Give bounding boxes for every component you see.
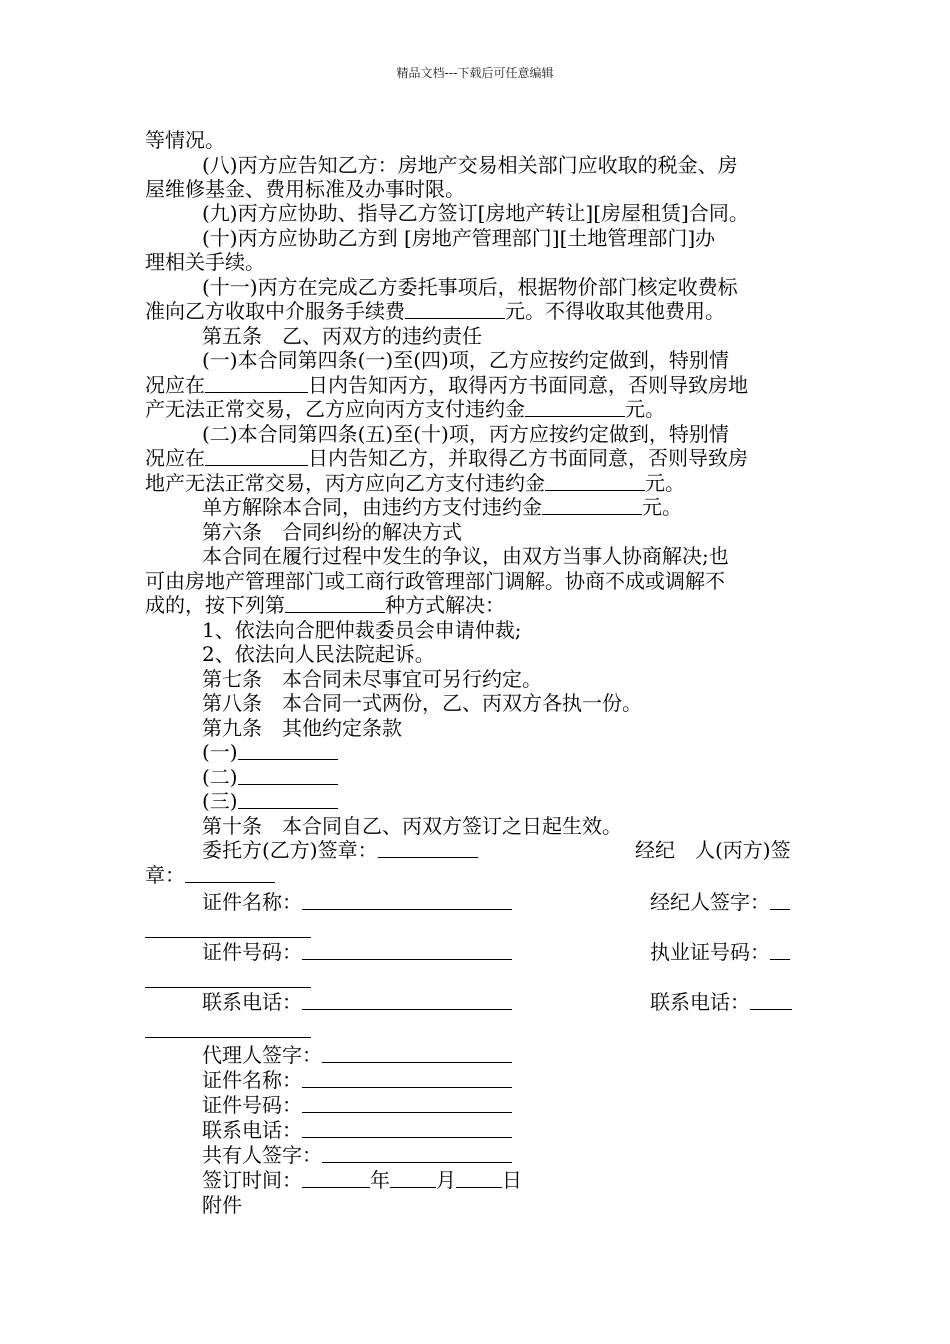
- proxy-signature-blank[interactable]: [322, 1044, 512, 1063]
- other-term-3: [202, 789, 338, 814]
- text-line: 理相关手续。: [145, 250, 265, 274]
- text-segment: 况应在: [145, 446, 205, 470]
- agent-phone-blank-continued[interactable]: [145, 1036, 311, 1038]
- days-blank[interactable]: [205, 374, 308, 393]
- attachment-label: 附件: [202, 1193, 242, 1217]
- text-line: 可由房地产管理部门或工商行政管理部门调解。协商不成或调解不: [145, 569, 725, 593]
- co-owner-signature-line: [202, 1143, 512, 1168]
- text-segment: 章：: [145, 863, 185, 887]
- term-blank[interactable]: [238, 741, 338, 760]
- year-blank[interactable]: [302, 1169, 370, 1188]
- list-item: 1、依法向合肥仲裁委员会申请仲裁;: [202, 618, 522, 642]
- text-line: [145, 863, 275, 888]
- text-segment: 产无法正常交易，乙方应向丙方支付违约金: [145, 397, 525, 421]
- text-segment: 成的，按下列第: [145, 593, 285, 617]
- page-header: 精品文档---下载后可任意编辑: [396, 66, 554, 80]
- term-blank[interactable]: [238, 790, 338, 809]
- month-blank[interactable]: [390, 1169, 436, 1188]
- text-line: 本合同在履行过程中发生的争议，由双方当事人协商解决;也: [202, 544, 729, 568]
- article-9-heading: 第九条 其他约定条款: [202, 716, 402, 740]
- article-6-heading: 第六条 合同纠纷的解决方式: [202, 520, 462, 544]
- id-number-blank[interactable]: [302, 1094, 512, 1113]
- text-segment: 准向乙方收取中介服务手续费: [145, 299, 405, 323]
- penalty-blank[interactable]: [545, 472, 645, 491]
- clause-10-line: (十)丙方应协助乙方到 [房地产管理部门][土地管理部门]办: [202, 226, 716, 250]
- article-8-line: 第八条 本合同一式两份，乙、丙双方各执一份。: [202, 691, 642, 715]
- text-segment: 联系电话：: [202, 990, 302, 1014]
- text-segment: 证件名称：: [202, 890, 302, 914]
- text-segment: 证件名称：: [202, 1068, 302, 1092]
- fee-blank[interactable]: [405, 300, 505, 319]
- days-blank[interactable]: [205, 447, 308, 466]
- text-segment: 日内告知乙方，并取得乙方书面同意，否则导致房: [308, 446, 748, 470]
- text-segment: 日内告知丙方，取得丙方书面同意，否则导致房地: [308, 373, 748, 397]
- text-segment: 元。: [645, 471, 685, 495]
- text-segment: (三): [202, 789, 238, 813]
- clause-11-line: (十一)丙方在完成乙方委托事项后，根据物价部门核定收费标: [202, 275, 738, 299]
- text-segment: 联系电话：: [202, 1118, 302, 1142]
- penalty-blank[interactable]: [525, 398, 625, 417]
- text-segment: 委托方(乙方)签章：: [202, 838, 378, 862]
- text-segment: 单方解除本合同，由违约方支付违约金: [202, 495, 542, 519]
- agent-phone-line: [650, 990, 792, 1015]
- license-number-blank-continued[interactable]: [145, 986, 311, 988]
- phone-blank[interactable]: [302, 991, 512, 1010]
- article-10-line: 第十条 本合同自乙、丙双方签订之日起生效。: [202, 814, 622, 838]
- license-number-blank[interactable]: [770, 941, 790, 960]
- list-item: 2、依法向人民法院起诉。: [202, 642, 435, 666]
- text-segment: (一): [202, 740, 238, 764]
- id-name-blank[interactable]: [302, 891, 512, 910]
- text-segment: 代理人签字：: [202, 1043, 322, 1067]
- text-line: [145, 446, 748, 471]
- other-term-2: [202, 765, 338, 790]
- agent-sign-blank[interactable]: [770, 891, 790, 910]
- id-number-line: [202, 940, 512, 965]
- clause-9-line: (九)丙方应协助、指导乙方签订[房地产转让][房屋租赁]合同。: [202, 201, 749, 225]
- phone-blank[interactable]: [302, 1119, 512, 1138]
- phone-line: [202, 990, 512, 1015]
- text-line: [202, 495, 682, 520]
- text-segment: 执业证号码：: [650, 940, 770, 964]
- clause-8-line: (八)丙方应告知乙方：房地产交易相关部门应收取的税金、房: [202, 153, 738, 177]
- text-line: [145, 593, 505, 618]
- clause-line: (二)本合同第四条(五)至(十)项，丙方应按约定做到，特别情: [202, 422, 729, 446]
- clause-line: (一)本合同第四条(一)至(四)项，乙方应按约定做到，特别情: [202, 348, 729, 372]
- text-line: 等情况。: [145, 128, 225, 152]
- text-segment: 元。: [625, 397, 665, 421]
- agent-sign-line: [650, 890, 790, 915]
- text-segment: 经纪人签字：: [650, 890, 770, 914]
- client-signature-blank[interactable]: [378, 839, 478, 858]
- id-name-line: [202, 1068, 512, 1093]
- other-term-1: [202, 740, 338, 765]
- agent-phone-blank[interactable]: [750, 991, 792, 1010]
- text-segment: 共有人签字：: [202, 1143, 322, 1167]
- text-segment: 签订时间：: [202, 1168, 302, 1192]
- text-segment: 联系电话：: [650, 990, 750, 1014]
- text-segment: 年: [370, 1168, 390, 1192]
- article-7-line: 第七条 本合同未尽事宜可另行约定。: [202, 667, 542, 691]
- article-5-heading: 第五条 乙、丙双方的违约责任: [202, 324, 482, 348]
- signing-date-line: [202, 1168, 522, 1193]
- text-line: [145, 299, 725, 324]
- client-signature-line: [202, 838, 478, 863]
- id-name-blank[interactable]: [302, 1069, 512, 1088]
- text-segment: 日: [502, 1168, 522, 1192]
- proxy-signature-line: [202, 1043, 512, 1068]
- text-segment: (二): [202, 765, 238, 789]
- text-segment: 证件号码：: [202, 940, 302, 964]
- id-name-line: [202, 890, 512, 915]
- text-line: [145, 373, 748, 398]
- day-blank[interactable]: [456, 1169, 502, 1188]
- text-segment: 元。: [642, 495, 682, 519]
- text-segment: 种方式解决：: [385, 593, 505, 617]
- id-number-blank[interactable]: [302, 941, 512, 960]
- term-blank[interactable]: [238, 766, 338, 785]
- method-blank[interactable]: [285, 594, 385, 613]
- text-segment: 月: [436, 1168, 456, 1192]
- text-segment: 证件号码：: [202, 1093, 302, 1117]
- phone-line: [202, 1118, 512, 1143]
- text-line: 屋维修基金、费用标准及办事时限。: [145, 177, 465, 201]
- penalty-blank[interactable]: [542, 496, 642, 515]
- text-segment: 元。不得收取其他费用。: [505, 299, 725, 323]
- agent-signature-label: 经纪 人(丙方)签: [635, 838, 791, 862]
- license-number-line: [650, 940, 790, 965]
- text-segment: 地产无法正常交易，丙方应向乙方支付违约金: [145, 471, 545, 495]
- text-segment: 况应在: [145, 373, 205, 397]
- text-line: [145, 397, 665, 422]
- id-number-line: [202, 1093, 512, 1118]
- agent-sign-blank-continued[interactable]: [145, 936, 311, 938]
- co-owner-signature-blank[interactable]: [322, 1144, 512, 1163]
- text-line: [145, 471, 685, 496]
- agent-seal-blank[interactable]: [185, 864, 275, 883]
